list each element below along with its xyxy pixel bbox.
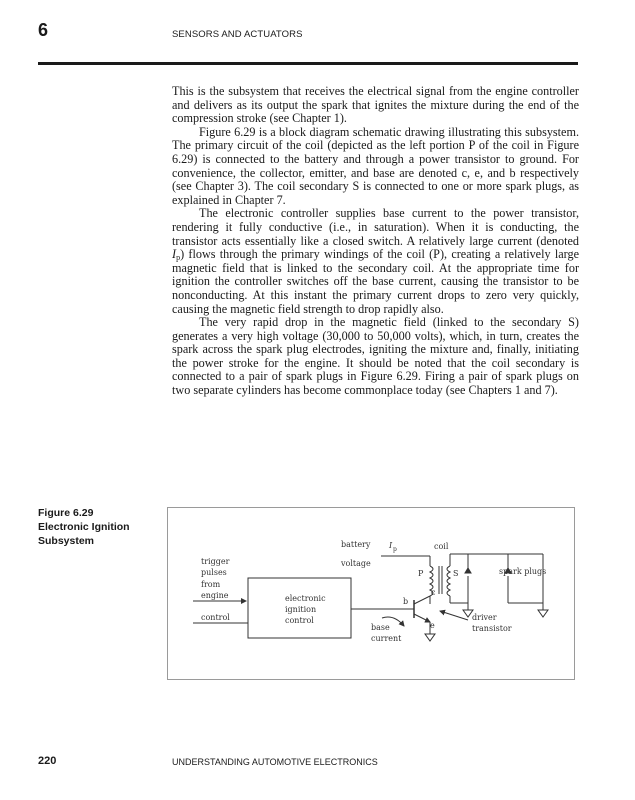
secondary-coil [447,566,450,596]
paragraph-3 [172,207,579,316]
label-transistor: transistor [472,624,512,633]
label-battery: battery [341,540,371,549]
label-current: current [371,634,402,643]
paragraph-3-part-1: The electronic controller supplies base current to the power transistor, rendering it fully conductive (i.e., in saturation). When it is conducting, the transistor acts essentially like a closed switch. A relatively large current (denoted [172,206,579,248]
label-secondary: S [453,569,459,578]
label-from: from [201,580,221,589]
label-electronic: electronic [285,594,326,603]
label-b: b [403,597,409,606]
label-engine: engine [201,591,229,600]
paragraph-2: Figure 6.29 is a block diagram schematic drawing illustrating this subsystem. The primary circuit of the coil (depicted as the left portion P of the coil in Figure 6.29) is connected to the battery and through a power transistor to ground. For convenience, the collector, emitter, and base are denoted c, e, and b respectively (see Chapter 3). The coil secondary S is connected to one or more spark plugs, as explained in Chapter 7. [172,124,579,207]
figure-label: Figure 6.29 [38,507,94,519]
label-voltage: voltage [341,559,371,568]
label-current-symbol: I [389,541,393,550]
label-driver: driver [472,613,497,622]
ignition-schematic [168,508,574,679]
figure-caption [38,506,130,548]
spark-plug-1 [465,568,471,573]
label-base: base [371,623,390,632]
figure-diagram [167,507,575,680]
paragraph-3-part-2: ) flows through the primary windings of the coil (P), creating a relatively large magnetic field that is linked to the secondary coil. At the appropriate time for ignition the controller switches off the base current, causing the transistor to be nonconducting. At this instant the primary current drops to zero very quickly, causing the magnetic field strength to drop rapidly also. [172,247,579,316]
label-e: e [430,621,435,630]
label-control-box: control [285,616,314,625]
paragraph-4: The very rapid drop in the magnetic field (linked to the secondary S) generates a very high voltage (30,000 to 50,000 volts), which, in turn, creates the spark across the spark plug electrodes, igniting the mixture and, finally, initiating the power stroke for the engine. It should be noted that the coil secondary is connected to a pair of spark plugs in Figure 6.29. Firing a pair of spark plugs on two separate cylinders has become commonplace today (see Chapters 1 and 7). [172,315,579,398]
label-c: c [431,588,436,597]
chapter-number: 6 [38,20,49,40]
current-subscript: p [176,253,181,263]
label-spark-plugs: spark plugs [499,567,547,576]
page-number: 220 [38,755,57,767]
figure-caption-line-1: Electronic Ignition [38,521,130,533]
running-header: SENSORS AND ACTUATORS [172,29,303,40]
label-pulses: pulses [201,568,227,577]
label-current-subscript: p [393,546,397,553]
paragraph-1: This is the subsystem that receives the electrical signal from the engine controller and delivers as its output the spark that ignites the mixture during the end of the compression stroke (see Chapter 1). [172,84,579,126]
figure-caption-line-2: Subsystem [38,535,95,547]
label-trigger: trigger [201,557,230,566]
label-coil: coil [434,542,449,551]
plug-ground-2 [538,610,548,617]
current-symbol: I [172,247,177,262]
body-text [172,85,579,398]
label-ignition: ignition [285,605,317,614]
running-footer: UNDERSTANDING AUTOMOTIVE ELECTRONICS [172,757,378,767]
transistor-ground [425,634,435,641]
label-primary: P [418,569,424,578]
header-rule [38,62,578,65]
label-control-left: control [201,613,230,622]
driver-transistor-pointer [440,611,468,620]
